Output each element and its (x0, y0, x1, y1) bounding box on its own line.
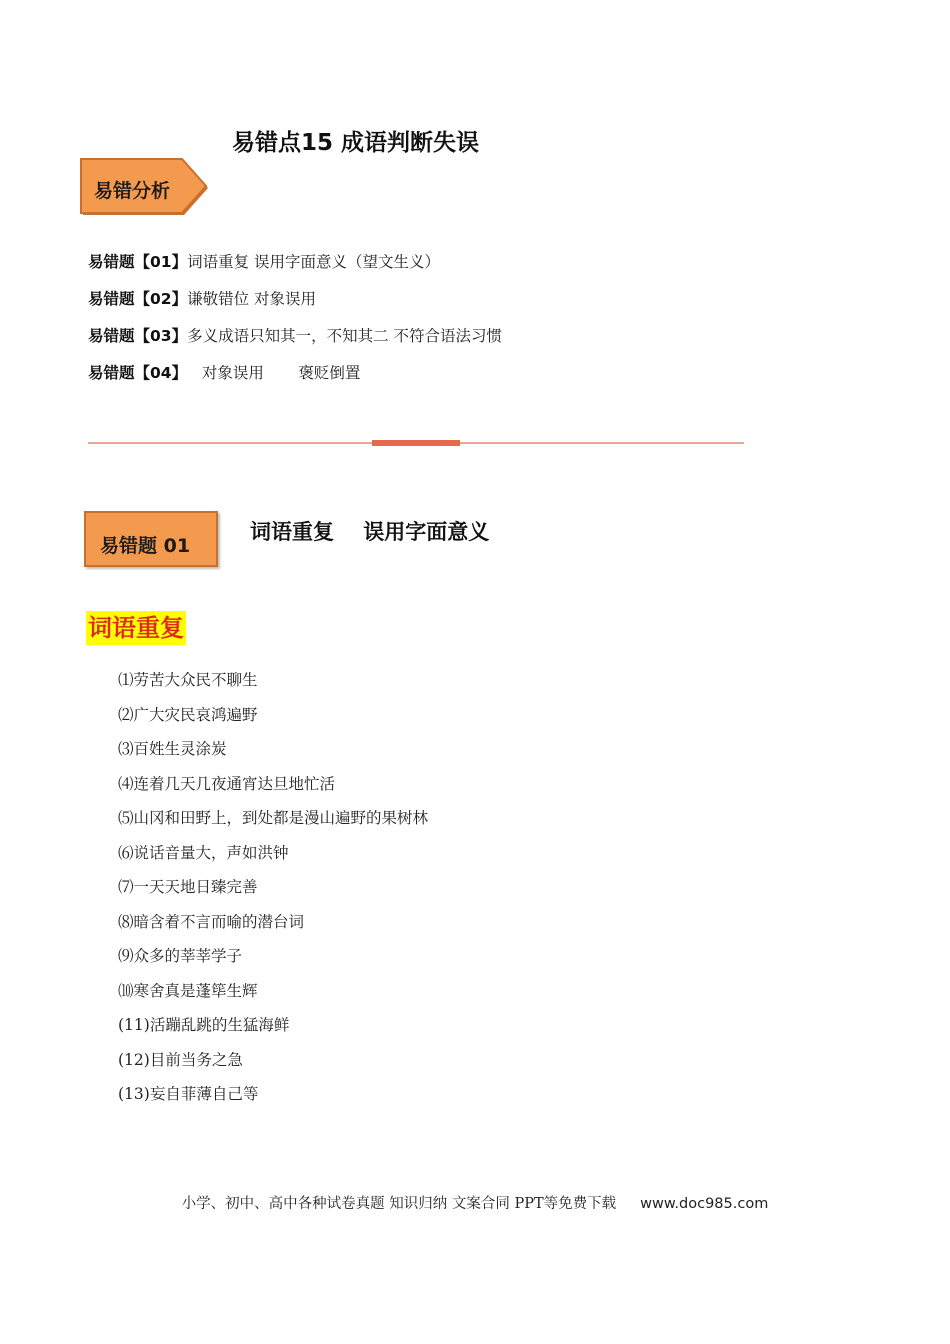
toc-item-text: 词语重复 误用字面意义（望文生义） (187, 253, 441, 271)
footer-text: 小学、初中、高中各种试卷真题 知识归纳 文案合同 PPT等免费下载 (181, 1196, 617, 1212)
toc-item-label: 易错题【01】 (88, 253, 188, 271)
list-item: ⑴劳苦大众民不聊生 (118, 671, 258, 689)
list-item: ⑹说话音量大，声如洪钟 (118, 843, 289, 862)
list-item: ⑵广大灾民哀鸿遍野 (118, 705, 258, 724)
list-item: (13)妄自菲薄自己等 (118, 1085, 259, 1103)
list-item: ⑺一天天地日臻完善 (118, 878, 258, 896)
highlighted-heading: 词语重复 (86, 611, 186, 645)
list-item: ⑸山冈和田野上，到处都是漫山遍野的果树林 (118, 809, 429, 827)
toc-item (88, 361, 502, 398)
list-item: ⑼众多的莘莘学子 (118, 947, 243, 965)
list-item: ⑶百姓生灵涂炭 (118, 740, 227, 758)
section-badge (84, 511, 218, 567)
toc-item-text: 多义成语只知其一，不知其二 不符合语法习惯 (187, 327, 503, 345)
toc-item (88, 287, 502, 324)
toc-item (88, 324, 502, 361)
page-title: 易错点15 成语判断失误 (232, 130, 480, 156)
list-item: ⑷连着几天几夜通宵达旦地忙活 (118, 774, 336, 793)
analysis-badge-label: 易错分析 (94, 180, 171, 202)
error-topic-list (88, 250, 502, 398)
list-item: (11)活蹦乱跳的生猛海鲜 (118, 1016, 290, 1034)
section-divider-accent (372, 440, 460, 446)
analysis-badge (80, 158, 212, 218)
toc-item (88, 250, 502, 287)
footer-site-link[interactable]: www.doc985.com (640, 1196, 769, 1212)
toc-item-text: 谦敬错位 对象误用 (187, 290, 317, 308)
toc-item-label: 易错题【03】 (88, 327, 188, 345)
list-item: ⑻暗含着不言而喻的潜台词 (118, 912, 305, 931)
example-list (118, 668, 428, 1117)
toc-item-text: 对象误用 褒贬倒置 (187, 364, 361, 382)
page-footer (0, 1192, 950, 1213)
section-badge-label: 易错题 01 (100, 535, 191, 557)
toc-item-label: 易错题【04】 (88, 364, 188, 382)
list-item: (12)目前当务之急 (118, 1050, 243, 1069)
list-item: ⑽寒舍真是蓬筚生辉 (118, 981, 258, 1000)
section-title: 词语重复 误用字面意义 (250, 520, 490, 544)
toc-item-label: 易错题【02】 (88, 290, 188, 308)
